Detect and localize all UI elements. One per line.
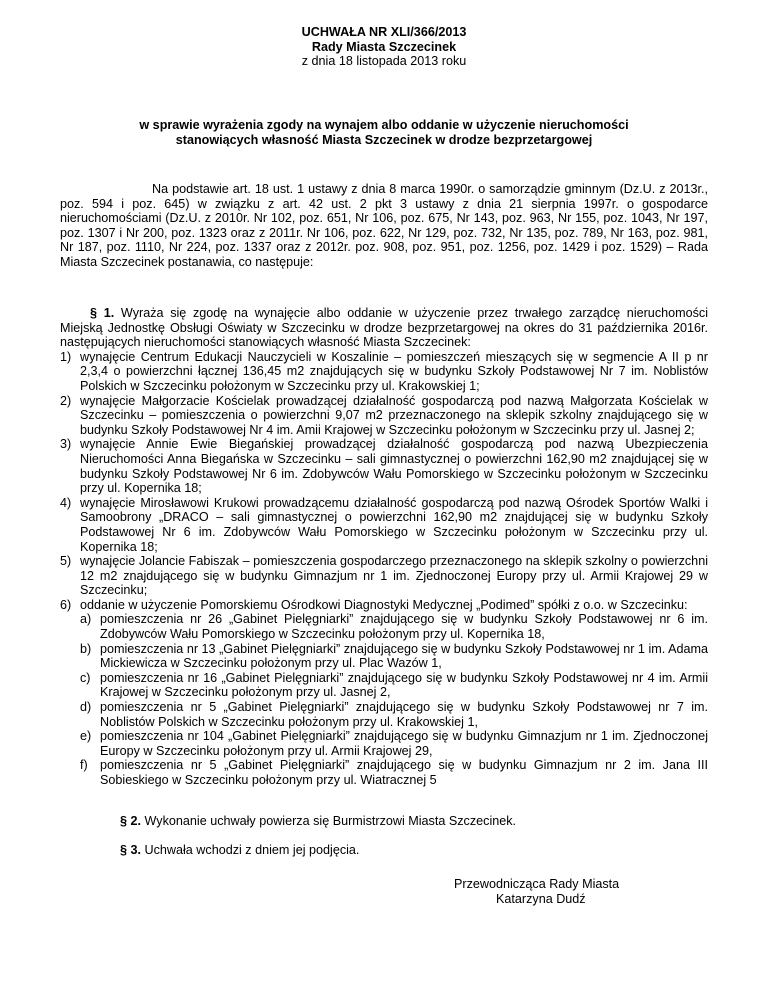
sub-list-item — [80, 700, 708, 729]
item-number: 4) — [60, 495, 72, 510]
subject-line-2: stanowiących własność Miasta Szczecinek w drodze bezprzetargowej — [175, 132, 593, 147]
paragraph-1-lead — [60, 306, 708, 350]
paragraph-1 — [60, 306, 708, 788]
sub-item-text: pomieszczenia nr 5 „Gabinet Pielęgniarki” znajdującego się w budynku Gimnazjum nr 2 im. Jana III Sobieskiego w Szczecinku położonym przy ul. Wiatracznej 5 — [100, 758, 708, 787]
subject-line-1: w sprawie wyrażenia zgody na wynajem albo oddanie w użyczenie nieruchomości — [139, 118, 629, 132]
list-item — [60, 598, 708, 788]
sub-item-letter: d) — [80, 700, 92, 715]
item-number: 2) — [60, 393, 72, 408]
sub-list-item — [80, 671, 708, 700]
sub-item-text: pomieszczenia nr 16 „Gabinet Pielęgniarki” znajdującego się w budynku Szkoły Podstawowej nr 4 im. Armii Krajowej w Szczecinku położonym przy ul. Jasnej 2, — [100, 670, 708, 700]
item-text: wynajęcie Małgorzacie Kościelak prowadzącej działalność gospodarczą pod nazwą Małgorzata Kościelak w Szczecinku – pomieszczenia o powierzchni 9,07 m2 przeznaczonego na sklepik szkolny znajdującego się w budynku Szkoły Podstawowej Nr 4 im. Amii Krajowej w Szczecinku położonym w Szczecinku przy ul. Jasnej 2; — [80, 393, 708, 437]
paragraph-2 — [120, 814, 720, 829]
paragraph-3-text: Uchwała wchodzi z dniem jej podjęcia. — [144, 843, 360, 857]
sub-list-item — [80, 642, 708, 671]
item-list — [60, 350, 708, 788]
paragraph-3 — [120, 843, 720, 858]
resolution-subject — [60, 118, 708, 147]
resolution-title: UCHWAŁA NR XLI/366/2013 — [301, 25, 467, 39]
signatory-role: Przewodnicząca Rady Miasta — [454, 877, 620, 891]
list-item — [60, 394, 708, 438]
sub-item-letter: e) — [80, 729, 92, 744]
paragraph-2-text: Wykonanie uchwały powierza się Burmistrzowi Miasta Szczecinek. — [144, 814, 517, 828]
item-number: 6) — [60, 597, 72, 612]
list-item — [60, 554, 708, 598]
sub-item-letter: a) — [80, 612, 92, 627]
item-number: 3) — [60, 437, 72, 452]
sub-item-text: pomieszczenia nr 104 „Gabinet Pielęgniarki” znajdującego się w budynku Gimnazjum nr 1 im. Zjednoczonej Europy w Szczecinku położonym przy ul. Armii Krajowej 29, — [100, 729, 708, 758]
resolution-date: z dnia 18 listopada 2013 roku — [301, 54, 467, 69]
sub-item-letter: f) — [80, 758, 88, 773]
sub-item-text: pomieszczenia nr 26 „Gabinet Pielęgniarki” znajdującego się w budynku Szkoły Podstawowej nr 6 im. Zdobywców Wału Pomorskiego w Szczecinku położonym przy ul. Kopernika 18, — [100, 612, 708, 642]
item-number: 5) — [60, 554, 72, 569]
item-text: oddanie w użyczenie Pomorskiemu Ośrodkowi Diagnostyki Medycznej „Podimed” spółki z o.o. w Szczecinku: — [80, 597, 688, 612]
signature-block — [440, 877, 680, 906]
sub-item-list — [80, 612, 708, 787]
item-number: 1) — [60, 349, 72, 364]
preamble: Na podstawie art. 18 ust. 1 ustawy z dnia 8 marca 1990r. o samorządzie gminnym (Dz.U. z 2013r., poz. 594 i poz. 645) w związku z art. 42 ust. 2 pkt 3 ustawy z dnia 21 sierpnia 1997r. o gospodarce nieruchomościami (Dz.U. z 2010r. Nr 102, poz. 651, Nr 106, poz. 675, Nr 143, poz. 963, Nr 155, poz. 1043, Nr 197, poz. 1307 i Nr 200, poz. 1323 oraz z 2011r. Nr 106, poz. 622, Nr 129, poz. 732, Nr 135, poz. 789, Nr 163, poz. 981, Nr 187, poz. 1110, Nr 224, poz. 1337 oraz z 2012r. poz. 908, poz. 951, poz. 1256, poz. 1429 i poz. 1529) – Rada Miasta Szczecinek postanawia, co następuje: — [60, 182, 708, 269]
sub-item-letter: c) — [80, 670, 91, 685]
list-item — [60, 350, 708, 394]
sub-list-item — [80, 729, 708, 758]
signatory-name: Katarzyna Dudź — [496, 891, 586, 906]
paragraph-2-marker: § 2. — [120, 814, 142, 828]
sub-item-text: pomieszczenia nr 13 „Gabinet Pielęgniarki” znajdującego się w budynku Szkoły Podstawowej nr 1 im. Adama Mickiewicza w Szczecinku położonym przy ul. Plac Wazów 1, — [100, 641, 708, 671]
item-text: wynajęcie Annie Ewie Biegańskiej prowadzącej działalność gospodarczą pod nazwą Ubezpieczenia Nieruchomości Anna Biegańska w Szczecinku – sali gimnastycznej o powierzchni 162,90 m2 znajdującej się w budynku Szkoły Podstawowej Nr 6 im. Zdobywców Wału Pomorskiego w Szczecinku położonym w Szczecinku przy ul. Kopernika 18; — [80, 437, 708, 496]
paragraph-1-marker: § 1. — [90, 306, 115, 320]
paragraph-3-marker: § 3. — [120, 843, 142, 857]
item-text: wynajęcie Centrum Edukacji Nauczycieli w Koszalinie – pomieszczeń mieszących się w segmencie A II p nr 2,3,4 o powierzchni łącznej 136,45 m2 znajdujących się w budynku Szkoły Podstawowej Nr 7 im. Noblistów Polskich w Szczecinku położonym w Szczecinku przy ul. Krakowskiej 1; — [80, 349, 708, 393]
sub-item-letter: b) — [80, 641, 92, 656]
item-text: wynajęcie Mirosławowi Krukowi prowadzącemu działalność gospodarczą pod nazwą Ośrodek Sportów Walki i Samoobrony „DRACO – sali gimnastycznej o powierzchni 162,90 m2 znajdującej się w budynku Szkoły Podstawowej Nr 6 im. Zdobywców Wału Pomorskiego w Szczecinku położonym w Szczecinku przy ul. Kopernika 18; — [80, 495, 708, 554]
list-item — [60, 437, 708, 495]
list-item — [60, 496, 708, 554]
council-name: Rady Miasta Szczecinek — [311, 39, 457, 54]
sub-item-text: pomieszczenia nr 5 „Gabinet Pielęgniarki” znajdującego się w budynku Szkoły Podstawowej nr 7 im. Noblistów Polskich w Szczecinku położonym przy ul. Krakowskiej 1, — [100, 700, 708, 729]
paragraph-1-text: Wyraża się zgodę na wynajęcie albo oddanie w użyczenie przez trwałego zarządcę nieruchomości Miejską Jednostkę Obsługi Oświaty w Szczecinku w drodze bezprzetargowej na okres do 31 października 2016r. następujących nieruchomości stanowiących własność Miasta Szczecinek: — [60, 306, 709, 350]
sub-list-item — [80, 758, 708, 787]
item-text: wynajęcie Jolancie Fabiszak – pomieszczenia gospodarczego przeznaczonego na sklepik szkolny o powierzchni 12 m2 znajdującego się w budynku Gimnazjum nr 1 im. Zjednoczonej Europy przy ul. Armii Krajowej 29 w Szczecinku; — [80, 554, 708, 598]
resolution-header — [0, 25, 768, 69]
sub-list-item — [80, 612, 708, 641]
